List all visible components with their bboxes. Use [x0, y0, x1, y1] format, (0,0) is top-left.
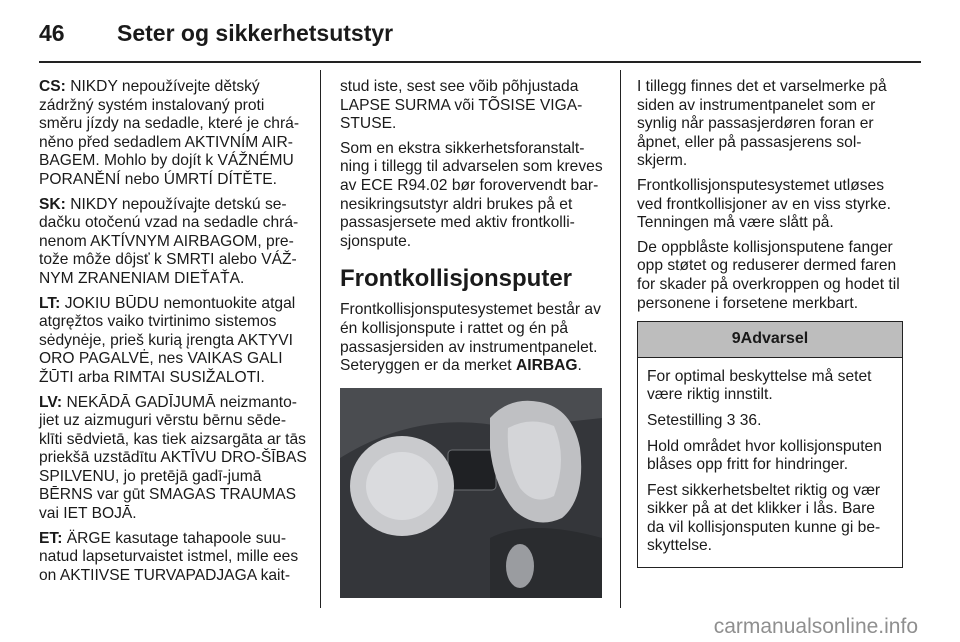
paragraph-deployment: Frontkollisjonsputesystemet utløses ved frontkollisjoner av en viss styrke. Tenningen må være slått på. [637, 176, 891, 232]
column-1 [39, 78, 307, 591]
lang-label: CS: [39, 78, 66, 95]
column-2 [340, 78, 608, 598]
warning-title: Advarsel [740, 330, 809, 348]
column-divider [620, 70, 621, 608]
page-title: Seter og sikkerhetsutstyr [117, 20, 394, 46]
paragraph-et [39, 530, 307, 586]
paragraph-protection: De oppblåste kollisjonsputene fanger opp støtet og reduserer dermed faren for skader på overkroppen og hodet til personene i forsetene merkbart. [637, 238, 900, 312]
lang-label: SK: [39, 195, 66, 213]
warning-icon: 9 [731, 330, 741, 348]
header-rule [39, 61, 921, 63]
driver-airbag-highlight [366, 452, 438, 520]
gear-shift [506, 544, 534, 588]
warning-item: For optimal beskyttelse må setet være riktig innstilt. [647, 367, 872, 404]
column-divider [320, 70, 321, 608]
watermark: carmanualsonline.info [713, 615, 918, 638]
lang-label: ET: [39, 529, 63, 547]
page-number: 46 [39, 20, 65, 46]
column-3 [637, 78, 905, 568]
airbag-photo [340, 388, 602, 598]
center-display [448, 450, 496, 490]
paragraph-text: NIKDY nepoužívejte dětský zádržný systém instalovaný proti směru jízdy na sedadle, které je chrá-něno před sedadlem AKTIVNÍM AIR-BAGEM. Mohlo by dojít k VÁŽNÉMU PORANĚNÍ nebo ÚMRTÍ DÍTĚTE. [39, 78, 300, 188]
page-header [39, 20, 393, 47]
paragraph-sk [39, 196, 307, 289]
lang-label: LV: [39, 393, 63, 411]
paragraph-text: NIKDY nepoužívajte detskú se-dačku otočenú vzad na sedadle chrá-nenom AKTÍVNYM AIRBAGOM, pre-tože môže dôjsť k SMRTI alebo VÁŽ-NYM ZRANENIAM DIEŤAŤA. [39, 195, 299, 287]
paragraph-warning-label: I tillegg finnes det et varselmerke på siden av instrumentpanelet som er synlig når passasjerdøren foran er åpnet, eller på passasjerens sol-skjerm. [637, 78, 887, 170]
paragraph-lt [39, 295, 307, 388]
paragraph-airbag-system [340, 301, 608, 375]
airbag-label: AIRBAG [515, 357, 578, 375]
lang-label: LT: [39, 294, 61, 312]
paragraph-lv [39, 394, 307, 524]
paragraph-text: . [577, 357, 582, 375]
paragraph-extra-safety: Som en ekstra sikkerhetsforanstalt-ning i tillegg til advarselen som kreves av ECE R94.02 bør forovervendt bar-nesikringsutstyr aldri brukes på et passasjersete med aktiv frontkolli-sjonspute. [340, 139, 603, 250]
airbag-illustration [340, 388, 602, 598]
warning-header [638, 322, 902, 358]
warning-body [638, 358, 902, 567]
warning-item: Fest sikkerhetsbeltet riktig og vær sikker på at det klikker i lås. Bare da vil kollisjonsputen kunne gi be-skyttelse. [647, 481, 881, 555]
paragraph-text: NEKĀDĀ GADĪJUMĀ neizmanto-jiet uz aizmuguri vērstu bērnu sēde-klīti sēdvietā, kas tiek aizsargāta ar tās priekšā uzstādītu AKTĪVU DRO-ŠĪBAS SPILVENU, jo pretējā gadī-jumā BĒRNS var gūt SMAGAS TRAUMAS vai IET BOJĀ. [39, 393, 307, 523]
paragraph-text: ÄRGE kasutage tahapoole suu-natud lapseturvaistet istmel, mille ees on AKTIIVSE TURVAPADJAGA kait- [39, 529, 299, 584]
warning-item: Hold området hvor kollisjonsputen blåses opp fritt for hindringer. [647, 437, 882, 474]
paragraph-text: Frontkollisjonsputesystemet består av én kollisjonspute i rattet og én på passasjersiden av instrumentpanelet. Seteryggen er da merket [340, 301, 601, 375]
warning-item: Setestilling 3 36. [647, 411, 762, 429]
warning-box [637, 321, 903, 568]
paragraph-cs [39, 78, 307, 190]
paragraph-text: JOKIU BŪDU nemontuokite atgal atgręžtos vaiko tvirtinimo sistemos sėdynėje, prieš kurią įrengta AKTYVI ORO PAGALVĖ, nes VAIKAS GALI ŽŪTI arba RIMTAI SUSIŽALOTI. [39, 294, 296, 386]
section-heading: Frontkollisjonsputer [340, 265, 573, 293]
paragraph-et-continued: stud iste, sest see võib põhjustada LAPSE SURMA või TÕSISE VIGA-STUSE. [340, 78, 583, 133]
